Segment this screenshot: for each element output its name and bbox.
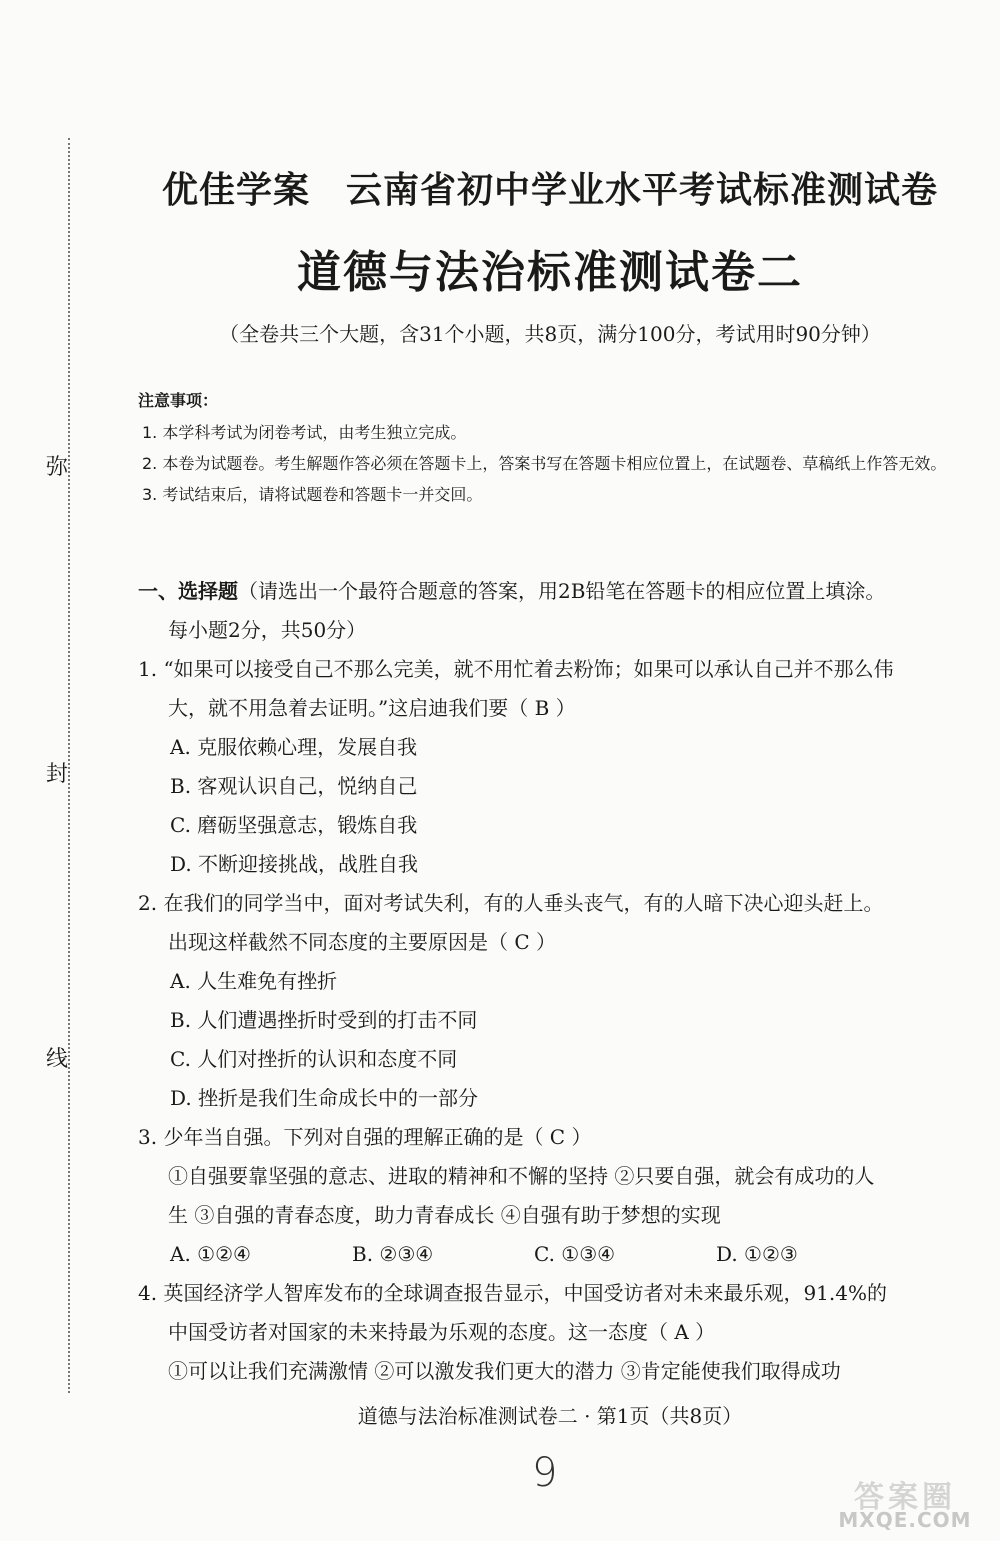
option: D. 挫折是我们生命成长中的一部分 <box>170 1086 479 1110</box>
option: D. 不断迎接挑战，战胜自我 <box>170 852 419 876</box>
watermark-url: MXQE.COM <box>838 1508 972 1532</box>
section-heading <box>138 572 972 611</box>
option: B. 人们遭遇挫折时受到的打击不同 <box>170 1008 478 1032</box>
watermark-logo <box>820 1474 990 1538</box>
page-footer: 道德与法治标准测试卷二 · 第1页（共8页） <box>357 1404 743 1428</box>
notice-item: 3. 考试结束后，请将试题卷和答题卡一并交回。 <box>142 485 483 504</box>
notice-section <box>138 388 968 510</box>
question-3 <box>138 1118 972 1274</box>
option: A. 克服依赖心理，发展自我 <box>170 735 418 759</box>
notice-item: 2. 本卷为试题卷。考生解题作答必须在答题卡上，答案书写在答题卡相应位置上，在试题卷、草稿纸上作答无效。 <box>142 454 947 473</box>
section-desc-cont: 每小题2分，共50分） <box>168 618 367 642</box>
question-statements: 生 ③自强的青春态度，助力青春成长 ④自强有助于梦想的实现 <box>168 1203 721 1227</box>
question-stem: 1. “如果可以接受自己不那么完美，就不用忙着去粉饰；如果可以承认自己并不那么伟 <box>138 657 894 681</box>
notice-item: 1. 本学科考试为闭卷考试，由考生独立完成。 <box>142 423 467 442</box>
options-row <box>138 1235 972 1274</box>
question-2 <box>138 884 972 1118</box>
question-stem: 2. 在我们的同学当中，面对考试失利，有的人垂头丧气，有的人暗下决心迎头赶上。 <box>138 891 884 915</box>
option: C. 人们对挫折的认识和态度不同 <box>170 1047 458 1071</box>
question-4 <box>138 1274 972 1391</box>
section-desc: （请选出一个最符合题意的答案，用2B铅笔在答题卡的相应位置上填涂。 <box>238 579 886 603</box>
question-stem: 3. 少年当自强。下列对自强的理解正确的是（ C ） <box>138 1125 592 1149</box>
seal-char-xian: 线 <box>46 1047 69 1072</box>
paper-info: （全卷共三个大题，含31个小题，共8页，满分100分，考试用时90分钟） <box>219 322 881 346</box>
option: A. ①②④ <box>170 1242 251 1266</box>
option: C. 磨砺坚强意志，锻炼自我 <box>170 813 418 837</box>
option: C. ①③④ <box>534 1242 616 1266</box>
exam-series-header <box>0 162 1000 213</box>
question-1 <box>138 650 972 884</box>
option: A. 人生难免有挫折 <box>170 969 338 993</box>
question-stem: 4. 英国经济学人智库发布的全球调查报告显示，中国受访者对未来最乐观，91.4%的 <box>138 1281 887 1305</box>
seal-char-mi: 弥 <box>46 455 69 480</box>
notice-title: 注意事项： <box>138 391 219 410</box>
brand-name: 优佳学案 <box>161 169 310 211</box>
question-area <box>138 572 972 1391</box>
watermark-cn: 答案圈 <box>854 1480 956 1515</box>
question-stem: 中国受访者对国家的未来持最为乐观的态度。这一态度（ A ） <box>168 1320 716 1344</box>
seal-char-feng: 封 <box>46 762 69 787</box>
handwritten-page-number: 9 <box>532 1450 558 1496</box>
question-statements: ①自强要靠坚强的意志、进取的精神和不懈的坚持 ②只要自强，就会有成功的人 <box>168 1164 875 1188</box>
paper-title: 道德与法治标准测试卷二 <box>297 247 803 298</box>
option: B. 客观认识自己，悦纳自己 <box>170 774 418 798</box>
series-name: 云南省初中学业水平考试标准测试卷 <box>346 169 939 211</box>
question-statements: ①可以让我们充满激情 ②可以激发我们更大的潜力 ③肯定能使我们取得成功 <box>168 1359 841 1383</box>
section-label: 一、选择题 <box>138 579 238 603</box>
question-stem: 大，就不用急着去证明。”这启迪我们要（ B ） <box>168 696 576 720</box>
option: D. ①②③ <box>716 1242 798 1266</box>
option: B. ②③④ <box>352 1242 434 1266</box>
question-stem: 出现这样截然不同态度的主要原因是（ C ） <box>168 930 557 954</box>
